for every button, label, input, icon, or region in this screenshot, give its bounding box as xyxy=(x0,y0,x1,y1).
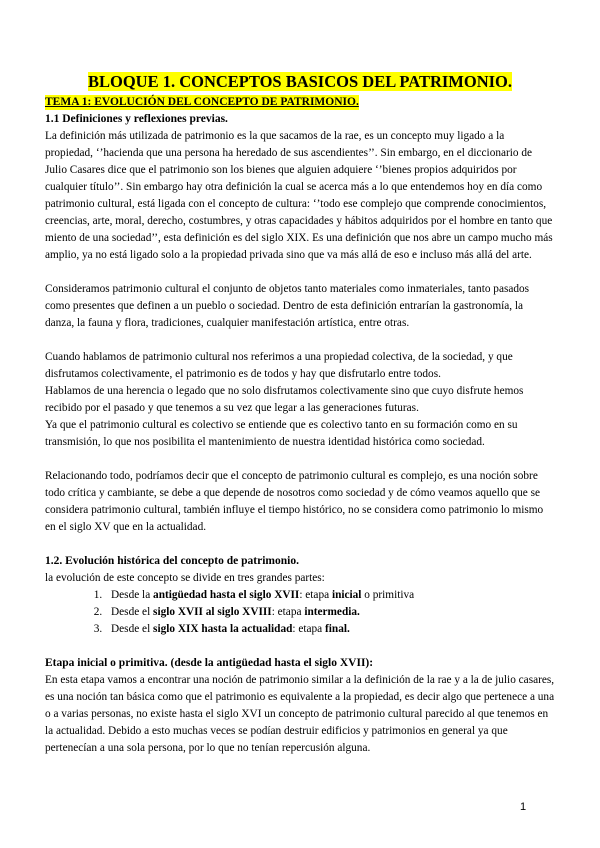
section-1-1-heading: 1.1 Definiciones y reflexiones previas. xyxy=(45,113,228,125)
spacer xyxy=(45,638,555,655)
section-1-2-intro: la evolución de este concepto se divide en tres grandes partes: xyxy=(45,572,325,584)
list-item: 3. Desde el siglo XIX hasta la actualidad: etapa final. xyxy=(105,621,555,638)
paragraph-3b: Hablamos de una herencia o legado que no solo disfrutamos colectivamente sino que cuyo disfrute hemos recibido por el pasado y que tenemos a su vez que legar a las generaciones futuras. xyxy=(45,385,524,414)
list-item: 2. Desde el siglo XVII al siglo XVIII: etapa intermedia. xyxy=(105,604,555,621)
list-item: 1. Desde la antigüedad hasta el siglo XVII: etapa inicial o primitiva xyxy=(105,587,555,604)
paragraph-1: La definición más utilizada de patrimonio es la que sacamos de la rae, es un concepto muy ligado a la propiedad, ‘’hacienda que una persona ha heredado de sus ascendientes’’. Sin embargo, en el diccionario de Julio Casares dice que el patrimonio son los bienes que alguien adquiere ‘’bienes propios adquiridos por cualquier título’’. Sin embargo hay otra definición la cual se acerca más a lo que entendemos hoy en día como patrimonio cultural, está ligada con el concepto de cultura: ‘’todo ese complejo que comprende conocimientos, creencias, arte, moral, derecho, costumbres, y otras capacidades y hábitos adquiridos por el hombre en tanto que miento de una sociedad’’, esta definición es del siglo XIX. Es una definición que nos abre un campo mucho más amplio, ya no está ligado solo a la propiedad privada sino que va más allá de eso e incluso más allá del arte. xyxy=(45,130,553,261)
etapa-inicial-heading: Etapa inicial o primitiva. (desde la antigüedad hasta el siglo XVII): xyxy=(45,657,374,669)
page-title xyxy=(45,72,555,92)
tema-line xyxy=(45,94,555,111)
paragraph-4: Relacionando todo, podríamos decir que el concepto de patrimonio cultural es complejo, es una noción sobre todo crítica y cambiante, se debe a que depende de nosotros como sociedad y de cómo veamos aquello que se considera patrimonio cultural, también influye el tiempo histórico, no se considera como patrimonio lo mismo en el siglo XV que en la actualidad. xyxy=(45,470,544,533)
paragraph-3a: Cuando hablamos de patrimonio cultural nos referimos a una propiedad colectiva, de la sociedad, y que disfrutamos colectivamente, el patrimonio es de todos y hay que disfrutarlo entre todos. xyxy=(45,351,513,380)
stages-list xyxy=(45,587,555,638)
title-text: BLOQUE 1. CONCEPTOS BASICOS DEL PATRIMONIO. xyxy=(87,72,513,91)
paragraph-2: Consideramos patrimonio cultural el conjunto de objetos tanto materiales como inmateriales, tanto pasados como presentes que definen a un pueblo o sociedad. Dentro de esta definición entrarían la gastronomía, la danza, la fauna y flora, tradiciones, cualquier manifestación artística, entre otras. xyxy=(45,283,530,329)
section-1-2-heading: 1.2. Evolución histórica del concepto de patrimonio. xyxy=(45,555,299,567)
paragraph-5: En esta etapa vamos a encontrar una noción de patrimonio similar a la definición de la rae y a la de julio casares, es una noción tan básica como que el patrimonio es equivalente a la propiedad, es decir algo que pertenece a una o a varias personas, no existe hasta el siglo XVI un concepto de patrimonio cultural parecido al que tenemos en la actualidad. Debido a esto muchas veces se podían destruir edificios y patrimonios en general ya que pertenecían a una sola persona, por lo que no tenían repercusión alguna. xyxy=(45,674,555,754)
tema-heading: TEMA 1: EVOLUCIÓN DEL CONCEPTO DE PATRIMONIO. xyxy=(45,96,359,108)
page-number: 1 xyxy=(520,801,527,813)
spacer xyxy=(45,264,555,281)
document-body xyxy=(45,72,555,757)
spacer xyxy=(45,451,555,468)
spacer xyxy=(45,536,555,553)
paragraph-3c: Ya que el patrimonio cultural es colectivo se entiende que es colectivo tanto en su formación como en su transmisión, lo que nos posibilita el mantenimiento de nuestra identidad histórica como sociedad. xyxy=(45,419,518,448)
spacer xyxy=(45,332,555,349)
